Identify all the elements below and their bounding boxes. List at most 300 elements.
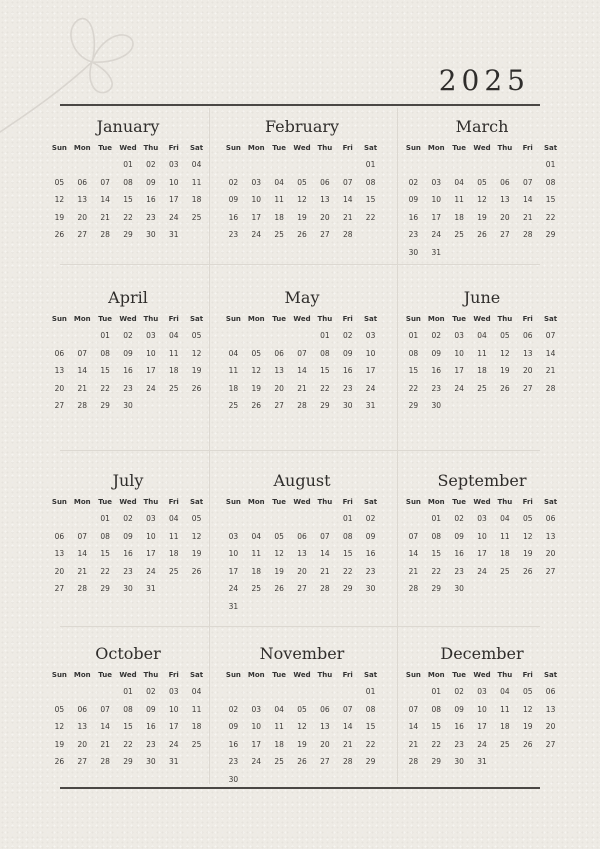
day-cell: 21 (408, 566, 419, 576)
day-cell: 26 (297, 757, 307, 767)
day-cell: 22 (123, 739, 133, 749)
day-cell: 11 (500, 704, 510, 714)
day-cell: 15 (431, 722, 442, 732)
day-cell: 05 (297, 177, 307, 187)
day-cell: 25 (477, 383, 487, 393)
day-cell: 24 (168, 212, 179, 222)
empty-day (245, 683, 268, 701)
weekday-label: Tue (98, 498, 112, 506)
day-cell: 29 (100, 584, 110, 594)
day-cell: 25 (454, 230, 464, 240)
day-cell: 03 (477, 687, 487, 696)
weekday-label: Fri (522, 671, 533, 679)
day-cell: 04 (168, 514, 179, 523)
day-cell: 22 (408, 383, 419, 393)
day-cell: 14 (77, 366, 88, 376)
day-cell: 09 (123, 348, 133, 358)
day-cell: 22 (365, 212, 376, 222)
day-cell: 07 (408, 704, 419, 714)
day-cell: 25 (274, 230, 284, 240)
day-cell: 01 (100, 331, 110, 340)
day-cell: 03 (146, 514, 156, 523)
weekday-label: Sat (544, 671, 558, 679)
weekday-label: Fri (342, 671, 353, 679)
day-cell: 31 (168, 230, 179, 240)
day-cell: 16 (228, 739, 239, 749)
day-cell: 04 (168, 331, 179, 340)
day-cell: 29 (365, 757, 376, 767)
weekday-header (222, 494, 382, 510)
day-cell: 03 (228, 531, 239, 541)
weekday-label: Fri (342, 315, 353, 323)
day-cell: 04 (454, 177, 464, 187)
month-name: July (112, 471, 144, 490)
day-cell: 19 (274, 566, 284, 576)
day-cell: 11 (168, 348, 179, 358)
day-cell: 01 (123, 160, 133, 169)
day-cell: 26 (522, 739, 533, 749)
bottom-divider (60, 787, 540, 789)
weekday-label: Tue (272, 671, 286, 679)
day-cell: 14 (100, 722, 110, 732)
day-cell: 20 (522, 366, 533, 376)
weekday-label: Fri (168, 498, 179, 506)
weekday-label: Mon (73, 315, 91, 323)
day-cell: 29 (545, 230, 556, 240)
day-cell: 19 (191, 549, 202, 559)
day-cell: 01 (342, 514, 353, 523)
day-cell: 28 (320, 584, 330, 594)
weekday-header (222, 667, 382, 683)
day-cell: 27 (320, 757, 330, 767)
day-cell: 15 (320, 366, 330, 376)
weekday-label: Sat (364, 144, 378, 152)
weekday-label: Sat (190, 671, 204, 679)
weekday-label: Sun (225, 671, 241, 679)
weekday-label: Fri (168, 315, 179, 323)
day-cell: 26 (500, 383, 510, 393)
day-cell: 28 (77, 584, 88, 594)
day-cell: 11 (274, 722, 284, 732)
day-cell: 08 (431, 704, 442, 714)
day-cell: 08 (123, 704, 133, 714)
day-cell: 08 (100, 348, 110, 358)
day-cell: 22 (431, 739, 442, 749)
day-cell: 07 (77, 531, 88, 541)
day-cell: 02 (454, 687, 464, 696)
day-cell: 05 (522, 687, 533, 696)
day-cell: 02 (123, 331, 133, 340)
day-cell: 28 (342, 757, 353, 767)
day-cell: 02 (342, 331, 353, 340)
day-cell: 28 (297, 401, 307, 411)
day-cell: 30 (365, 584, 376, 594)
day-cell: 23 (123, 383, 133, 393)
day-cell: 03 (168, 160, 179, 169)
day-cell: 14 (297, 366, 307, 376)
day-cell: 29 (320, 401, 330, 411)
weekday-label: Tue (452, 671, 466, 679)
grid-line (60, 450, 540, 451)
day-cell: 29 (408, 401, 419, 411)
empty-day (48, 156, 71, 174)
empty-day (291, 683, 314, 701)
day-cell: 04 (191, 160, 202, 169)
day-cell: 25 (191, 739, 202, 749)
day-cell: 01 (545, 160, 556, 169)
day-cell: 09 (431, 348, 442, 358)
day-cell: 02 (365, 514, 376, 523)
day-cell: 13 (500, 195, 510, 205)
day-grid (48, 156, 208, 244)
weekday-label: Sun (405, 315, 421, 323)
day-cell: 11 (454, 195, 464, 205)
day-cell: 24 (168, 739, 179, 749)
day-cell: 07 (77, 348, 88, 358)
weekday-label: Wed (293, 498, 311, 506)
day-cell: 17 (168, 722, 179, 732)
day-cell: 08 (431, 531, 442, 541)
day-grid (402, 683, 562, 771)
month-august (222, 470, 382, 616)
weekday-header (402, 494, 562, 510)
day-cell: 21 (100, 212, 110, 222)
day-cell: 30 (454, 757, 464, 767)
weekday-label: Thu (497, 498, 513, 506)
day-cell: 30 (146, 757, 156, 767)
day-cell: 21 (342, 212, 353, 222)
day-cell: 10 (168, 177, 179, 187)
day-cell: 11 (251, 549, 262, 559)
day-cell: 24 (477, 739, 487, 749)
weekday-header (402, 140, 562, 156)
day-cell: 12 (522, 704, 533, 714)
day-cell: 16 (146, 722, 156, 732)
day-cell: 27 (522, 383, 533, 393)
weekday-label: Sat (190, 498, 204, 506)
day-cell: 20 (77, 739, 88, 749)
day-cell: 30 (123, 401, 133, 411)
day-cell: 02 (146, 687, 156, 696)
day-cell: 17 (454, 366, 464, 376)
day-cell: 15 (100, 366, 110, 376)
day-cell: 04 (228, 348, 239, 358)
weekday-label: Mon (247, 315, 265, 323)
day-cell: 25 (168, 566, 179, 576)
day-cell: 07 (100, 177, 110, 187)
day-cell: 06 (274, 348, 284, 358)
empty-day (425, 156, 448, 174)
day-cell: 29 (431, 584, 442, 594)
day-cell: 06 (545, 687, 556, 696)
month-march (402, 116, 562, 262)
weekday-label: Mon (427, 498, 445, 506)
day-cell: 07 (545, 331, 556, 340)
month-name: April (108, 288, 148, 307)
day-cell: 23 (123, 566, 133, 576)
day-cell: 16 (228, 212, 239, 222)
day-cell: 14 (522, 195, 533, 205)
weekday-label: Thu (143, 671, 159, 679)
day-cell: 12 (297, 195, 307, 205)
day-cell: 22 (431, 566, 442, 576)
weekday-label: Fri (342, 498, 353, 506)
weekday-label: Thu (143, 498, 159, 506)
day-cell: 31 (477, 757, 487, 767)
empty-day (336, 156, 359, 174)
day-cell: 04 (274, 177, 284, 187)
day-cell: 16 (146, 195, 156, 205)
day-cell: 06 (522, 331, 533, 340)
weekday-label: Sat (544, 315, 558, 323)
day-cell: 17 (477, 722, 487, 732)
day-cell: 28 (408, 757, 419, 767)
day-cell: 12 (54, 722, 65, 732)
grid-line (60, 626, 540, 627)
empty-day (94, 683, 117, 701)
day-cell: 31 (431, 247, 442, 257)
weekday-label: Wed (119, 671, 137, 679)
day-cell: 28 (522, 230, 533, 240)
grid-line (60, 264, 540, 265)
day-cell: 01 (431, 687, 442, 696)
day-cell: 10 (477, 704, 487, 714)
day-cell: 01 (365, 687, 376, 696)
day-cell: 14 (408, 722, 419, 732)
day-cell: 16 (123, 366, 133, 376)
day-cell: 20 (297, 566, 307, 576)
day-cell: 21 (522, 212, 533, 222)
empty-day (268, 683, 291, 701)
day-cell: 15 (365, 195, 376, 205)
day-cell: 24 (146, 566, 156, 576)
weekday-label: Sat (544, 144, 558, 152)
day-cell: 31 (365, 401, 376, 411)
day-grid (402, 156, 562, 262)
month-february (222, 116, 382, 244)
month-name: December (440, 644, 524, 663)
day-cell: 02 (431, 331, 442, 340)
day-cell: 11 (500, 531, 510, 541)
day-cell: 09 (146, 177, 156, 187)
day-cell: 18 (228, 383, 239, 393)
day-cell: 23 (342, 383, 353, 393)
weekday-label: Sat (364, 671, 378, 679)
day-cell: 10 (251, 722, 262, 732)
empty-day (291, 156, 314, 174)
weekday-header (48, 494, 208, 510)
day-grid (222, 156, 382, 244)
day-cell: 27 (54, 584, 65, 594)
empty-day (245, 510, 268, 528)
weekday-header (222, 311, 382, 327)
day-cell: 08 (408, 348, 419, 358)
day-cell: 07 (320, 531, 330, 541)
day-cell: 20 (545, 549, 556, 559)
day-cell: 16 (454, 722, 464, 732)
day-cell: 16 (123, 549, 133, 559)
day-cell: 17 (251, 739, 262, 749)
day-cell: 05 (191, 331, 202, 340)
day-cell: 03 (168, 687, 179, 696)
weekday-label: Sun (225, 144, 241, 152)
empty-day (71, 156, 94, 174)
month-november (222, 643, 382, 789)
day-cell: 19 (522, 549, 533, 559)
empty-day (71, 510, 94, 528)
day-cell: 22 (100, 566, 110, 576)
day-cell: 17 (431, 212, 442, 222)
day-cell: 06 (54, 348, 65, 358)
day-cell: 18 (191, 195, 202, 205)
day-cell: 20 (545, 722, 556, 732)
day-cell: 18 (191, 722, 202, 732)
day-cell: 06 (77, 704, 88, 714)
day-cell: 04 (191, 687, 202, 696)
day-cell: 08 (342, 531, 353, 541)
day-cell: 13 (545, 704, 556, 714)
day-cell: 02 (123, 514, 133, 523)
empty-day (402, 156, 425, 174)
weekday-label: Tue (272, 498, 286, 506)
top-divider (60, 104, 540, 106)
day-cell: 28 (545, 383, 556, 393)
day-cell: 06 (54, 531, 65, 541)
day-cell: 03 (454, 331, 464, 340)
day-cell: 23 (454, 739, 464, 749)
day-cell: 02 (408, 177, 419, 187)
day-cell: 07 (297, 348, 307, 358)
day-cell: 09 (454, 531, 464, 541)
weekday-label: Tue (98, 315, 112, 323)
weekday-label: Tue (272, 315, 286, 323)
day-cell: 01 (320, 331, 330, 340)
day-cell: 17 (146, 549, 156, 559)
weekday-label: Sun (225, 498, 241, 506)
day-cell: 27 (54, 401, 65, 411)
empty-day (245, 327, 268, 345)
day-cell: 03 (251, 177, 262, 187)
weekday-label: Sun (405, 671, 421, 679)
day-cell: 13 (545, 531, 556, 541)
empty-day (222, 156, 245, 174)
day-cell: 25 (274, 757, 284, 767)
day-cell: 30 (146, 230, 156, 240)
day-cell: 30 (454, 584, 464, 594)
day-cell: 20 (500, 212, 510, 222)
day-cell: 10 (454, 348, 464, 358)
day-cell: 13 (320, 722, 330, 732)
month-name: November (259, 644, 345, 663)
weekday-label: Sun (51, 498, 67, 506)
day-cell: 19 (297, 212, 307, 222)
weekday-label: Tue (452, 315, 466, 323)
day-cell: 11 (228, 366, 239, 376)
day-cell: 19 (477, 212, 487, 222)
day-cell: 19 (297, 739, 307, 749)
day-cell: 25 (228, 401, 239, 411)
empty-day (471, 156, 494, 174)
day-cell: 14 (408, 549, 419, 559)
day-cell: 31 (168, 757, 179, 767)
day-cell: 21 (408, 739, 419, 749)
day-cell: 02 (228, 704, 239, 714)
weekday-label: Wed (293, 315, 311, 323)
day-cell: 23 (365, 566, 376, 576)
weekday-label: Sat (364, 498, 378, 506)
day-cell: 23 (228, 230, 239, 240)
empty-day (71, 683, 94, 701)
month-name: August (273, 471, 331, 490)
weekday-label: Wed (119, 498, 137, 506)
day-cell: 17 (251, 212, 262, 222)
empty-day (313, 683, 336, 701)
empty-day (222, 683, 245, 701)
weekday-label: Wed (473, 315, 491, 323)
day-cell: 09 (408, 195, 419, 205)
day-cell: 30 (408, 247, 419, 257)
day-cell: 22 (100, 383, 110, 393)
month-december (402, 643, 562, 771)
day-cell: 07 (408, 531, 419, 541)
day-cell: 15 (365, 722, 376, 732)
day-cell: 04 (251, 531, 262, 541)
day-cell: 09 (342, 348, 353, 358)
weekday-label: Mon (427, 315, 445, 323)
day-cell: 08 (320, 348, 330, 358)
day-cell: 17 (168, 195, 179, 205)
day-cell: 25 (168, 383, 179, 393)
month-january (48, 116, 208, 244)
day-cell: 11 (168, 531, 179, 541)
weekday-label: Sun (51, 671, 67, 679)
day-cell: 12 (522, 531, 533, 541)
day-cell: 13 (320, 195, 330, 205)
empty-day (516, 156, 539, 174)
day-cell: 19 (54, 739, 65, 749)
day-cell: 13 (297, 549, 307, 559)
weekday-label: Thu (497, 671, 513, 679)
day-cell: 15 (408, 366, 419, 376)
day-cell: 29 (431, 757, 442, 767)
day-cell: 14 (77, 549, 88, 559)
day-grid (222, 683, 382, 789)
day-cell: 05 (297, 704, 307, 714)
day-cell: 22 (123, 212, 133, 222)
day-cell: 06 (500, 177, 510, 187)
weekday-label: Sat (364, 315, 378, 323)
day-cell: 16 (408, 212, 419, 222)
day-cell: 11 (477, 348, 487, 358)
day-cell: 18 (477, 366, 487, 376)
month-april (48, 287, 208, 415)
day-cell: 18 (454, 212, 464, 222)
day-cell: 29 (342, 584, 353, 594)
weekday-label: Mon (73, 498, 91, 506)
day-cell: 27 (77, 230, 88, 240)
day-cell: 19 (251, 383, 262, 393)
day-cell: 26 (251, 401, 262, 411)
day-cell: 13 (54, 549, 65, 559)
day-cell: 17 (365, 366, 376, 376)
month-may (222, 287, 382, 415)
weekday-label: Thu (317, 144, 333, 152)
weekday-label: Wed (119, 144, 137, 152)
day-cell: 05 (54, 177, 65, 187)
day-cell: 04 (477, 331, 487, 340)
day-cell: 26 (54, 757, 65, 767)
weekday-header (222, 140, 382, 156)
